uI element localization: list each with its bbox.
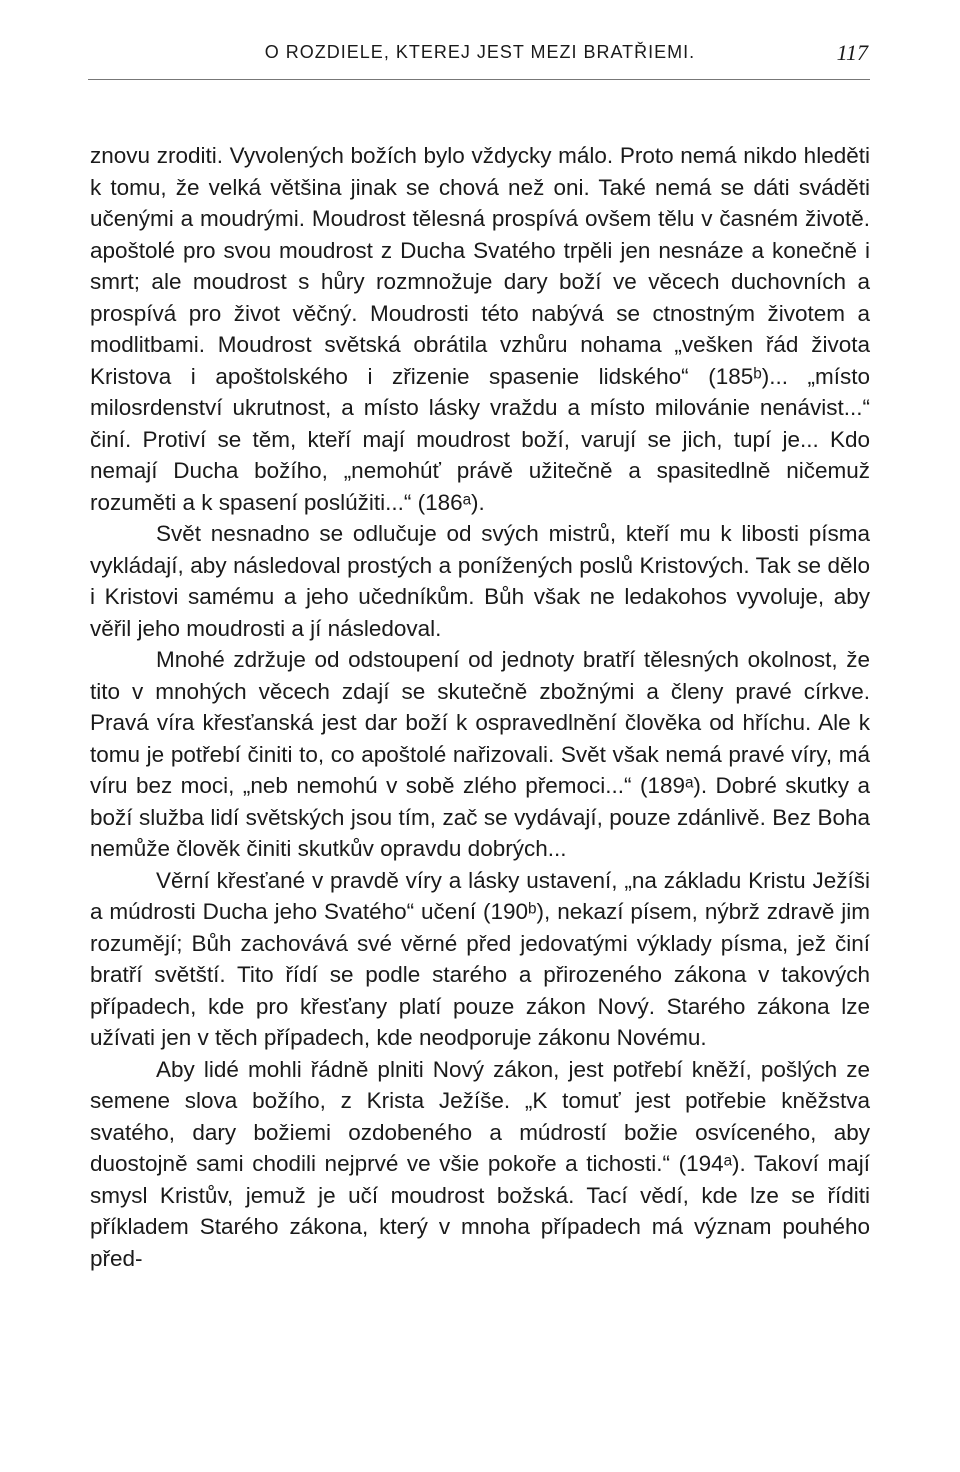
paragraph: Aby lidé mohli řádně plniti Nový zákon, jest potřebí kněží, pošlých ze semene slova božího, z Krista Ježíše. „K tomuť jest potřebie kněžstva svatého, dary božiemi ozdobeného a múdrostí božie osvíceného, aby duostojně sami chodili nejprvé ve všie pokoře a tichosti.“ (194ᵃ). Takoví mají smysl Kristův, jemuž je učí moudrost božská. Tací vědí, kde lze se říditi příkladem Starého zákona, který v mnoha případech má význam pouhého před- (90, 1056, 870, 1271)
page-number: 117 (836, 40, 868, 65)
paragraph: znovu zroditi. Vyvolených božích bylo vždycky málo. Proto nemá nikdo hleděti k tomu, že velká většina jinak se chová než oni. Také nemá se dáti sváděti učenými a moudrými. Moudrost tělesná prospívá ovšem tělu v časném životě. apoštolé pro svou moudrost z Ducha Svatého trpěli jen nesnáze a konečně i smrt; ale moudrost s hůry rozmnožuje dary boží ve věcech duchovních a prospívá pro život věčný. Moudrosti této nabývá se ctnostným životem a modlitbami. Moudrost světská obrátila vzhůru nohama „vešken řád života Kristova i apoštolského i zřizenie spasenie lidského“ (185ᵇ)... „místo milosrdenství ukrutnost, a místo lásky vraždu a místo milovánie nenávist...“ činí. Protiví se těm, kteří mají moudrost boží, varují se jich, tupí je... Kdo nemají Ducha božího, „nemohúť právě užitečně a spasitedlně ničemuž rozuměti a k spasení poslúžiti...“ (186ᵃ). (90, 143, 870, 515)
paragraph: Svět nesnadno se odlučuje od svých mistrů, kteří mu k libosti písma vykládají, aby následoval prostých a ponížených poslů Kristových. Tak se dělo i Kristovi samému a jeho učedníkům. Bůh však ne ledakohos vyvoluje, aby věřil jeho moudrosti a jí následoval. (90, 521, 870, 641)
running-title: O ROZDIELE, KTEREJ JEST MEZI BRATŘIEMI. (264, 42, 696, 62)
paragraph: Věrní křesťané v pravdě víry a lásky ustavení, „na základu Kristu Ježíši a múdrosti Ducha jeho Svatého“ učení (190ᵇ), nekazí písem, nýbrž zdravě jim rozumějí; Bůh zachovává své věrné před jedovatými výklady písma, jež činí bratří světští. Tito řídí se podle starého a přirozeného zákona v takových případech, kde pro křesťany platí pouze zákon Nový. Starého zákona lze užívati jen v těch případech, kde neodporuje zákonu Novému. (90, 867, 870, 1050)
paragraph: Mnohé zdržuje od odstoupení od jednoty bratří tělesných okolnost, že tito v mnohých věcech zdají se skutečně zbožnými a členy pravé církve. Pravá víra křesťanská jest dar boží k ospravedlnění člověka od hříchu. Ale k tomu je potřebí činiti to, co apoštolé nařizovali. Svět však nemá pravé víry, má víru bez moci, „neb nemohú v sobě zlého přemoci...“ (189ᵃ). Dobré skutky a boží služba lidí světských jsou tím, zač se vydávají, pouze zdánlivě. Bez Boha nemůže člověk činiti skutkův opravdu dobrých... (90, 647, 870, 861)
header-rule (88, 79, 870, 80)
page-header (90, 36, 870, 76)
body-text (90, 140, 870, 1274)
